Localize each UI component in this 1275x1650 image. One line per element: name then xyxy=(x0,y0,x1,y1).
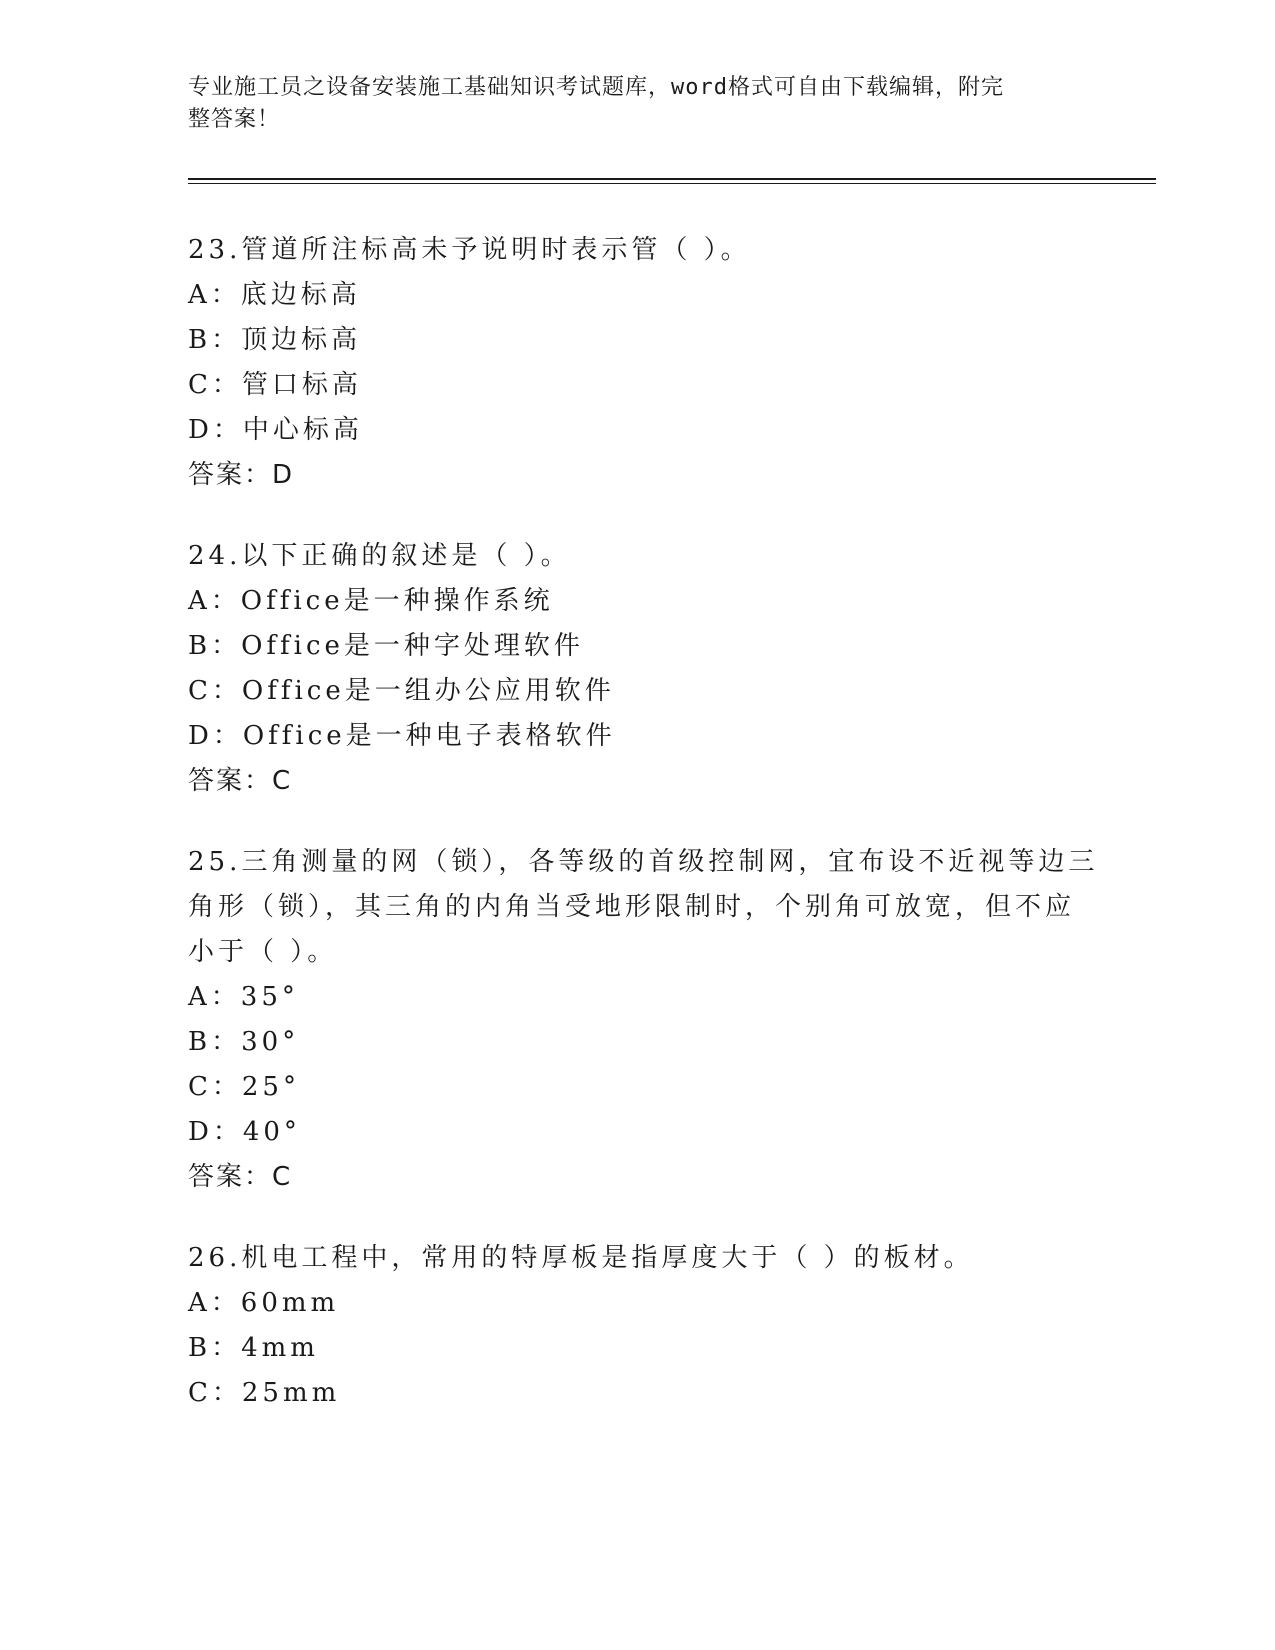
header-divider-thin xyxy=(188,183,1156,184)
question-stem: 24.以下正确的叙述是（ ）。 xyxy=(188,541,571,571)
option-c: C：管口标高 xyxy=(188,370,362,400)
option-c: C：Office是一组办公应用软件 xyxy=(188,676,615,706)
header-line-2: 整答案！ xyxy=(188,107,281,132)
option-c: C：25° xyxy=(188,1072,300,1102)
option-d: D：中心标高 xyxy=(188,415,363,445)
answer-line: 答案：D xyxy=(188,460,295,490)
question-stem: 26.机电工程中，常用的特厚板是指厚度大于（ ）的板材。 xyxy=(188,1243,974,1273)
question-26 xyxy=(188,1236,1088,1416)
answer-line: 答案：C xyxy=(188,1162,293,1192)
document-header xyxy=(188,72,1068,136)
option-a: A：Office是一种操作系统 xyxy=(188,586,554,616)
option-b: B：30° xyxy=(188,1027,300,1057)
option-d: D：Office是一种电子表格软件 xyxy=(188,721,616,751)
question-23 xyxy=(188,228,1088,498)
option-a: A：60mm xyxy=(188,1288,340,1318)
question-stem-line-2: 角形（锁），其三角的内角当受地形限制时，个别角可放宽，但不应 xyxy=(188,892,1076,922)
answer-line: 答案：C xyxy=(188,766,293,796)
header-divider-thick xyxy=(188,178,1156,180)
question-stem: 23.管道所注标高未予说明时表示管（ ）。 xyxy=(188,235,751,265)
option-b: B：4mm xyxy=(188,1333,319,1363)
option-a: A：底边标高 xyxy=(188,280,361,310)
question-25 xyxy=(188,840,1099,1200)
option-a: A：35° xyxy=(188,982,299,1012)
question-stem-line-3: 小于（ ）。 xyxy=(188,937,338,967)
option-b: B：Office是一种字处理软件 xyxy=(188,631,584,661)
question-stem-line-1: 25.三角测量的网（锁），各等级的首级控制网，宜布设不近视等边三 xyxy=(188,847,1099,877)
header-line-1: 专业施工员之设备安装施工基础知识考试题库，word格式可自由下载编辑，附完 xyxy=(188,75,1004,100)
option-b: B：顶边标高 xyxy=(188,325,362,355)
question-24 xyxy=(188,534,1088,804)
option-c: C：25mm xyxy=(188,1378,341,1408)
option-d: D：40° xyxy=(188,1117,301,1147)
